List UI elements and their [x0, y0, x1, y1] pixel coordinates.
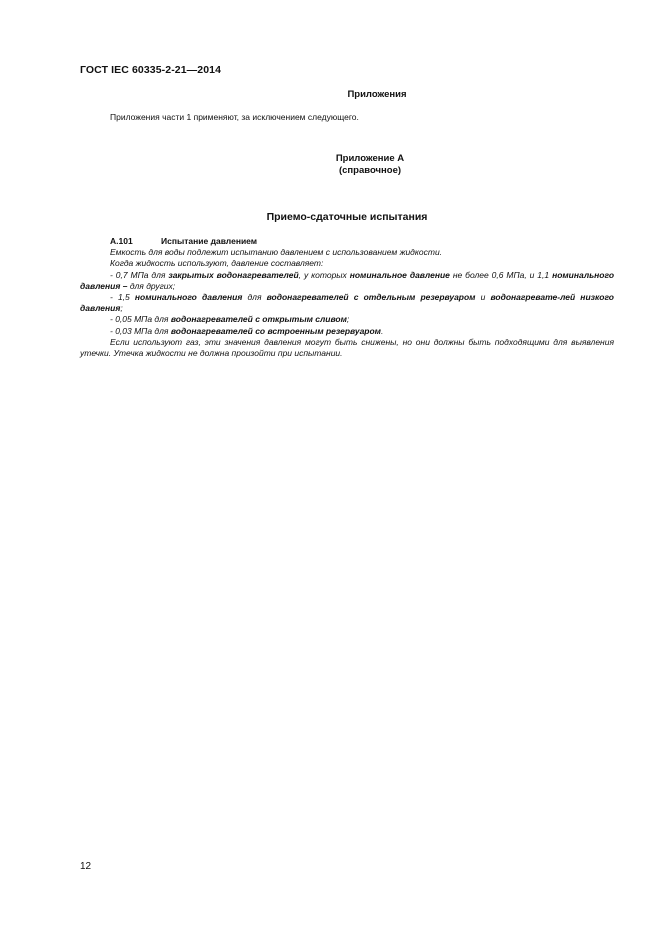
annex-a-title: [80, 153, 660, 177]
annex-a-subtitle: (справочное): [338, 165, 402, 176]
paragraph-1: Емкость для воды подлежит испытанию давлением с использованием жидкости.: [110, 247, 443, 258]
clause-heading: [110, 236, 614, 247]
annex-a-body: [80, 236, 614, 359]
paragraph-7: Если используют газ, эти значения давления могут быть снижены, но они должны быть подходящими для выявления утечки. Утечка жидкости не должна произойти при испытании.: [80, 336, 614, 359]
annex-a-heading: Приемо-сдаточные испытания: [266, 211, 428, 223]
annex-a-name: Приложение А: [335, 153, 405, 164]
document-header: ГОСТ IEC 60335-2-21—2014: [80, 64, 222, 76]
paragraph-5: - 0,05 МПа для водонагревателей с открытым сливом;: [110, 314, 350, 325]
annexes-intro: Приложения части 1 применяют, за исключением следующего.: [110, 112, 359, 122]
annexes-title: Приложения: [347, 89, 407, 100]
clause-number: А.101: [110, 236, 133, 246]
paragraph-2: Когда жидкость используют, давление составляет:: [110, 258, 324, 269]
clause-title: Испытание давлением: [161, 236, 258, 246]
paragraph-6: - 0,03 МПа для водонагревателей со встроенным резервуаром.: [110, 325, 384, 336]
page-number: 12: [80, 861, 92, 872]
paragraph-4: - 1,5 номинального давления для водонагревателей с отдельным резервуаром и водонагревате-лей низкого давления;: [80, 292, 614, 314]
paragraph-3: - 0,7 МПа для закрытых водонагревателей, у которых номинальное давление не более 0,6 МПа, и 1,1 номинального давления – для других;: [80, 269, 615, 291]
